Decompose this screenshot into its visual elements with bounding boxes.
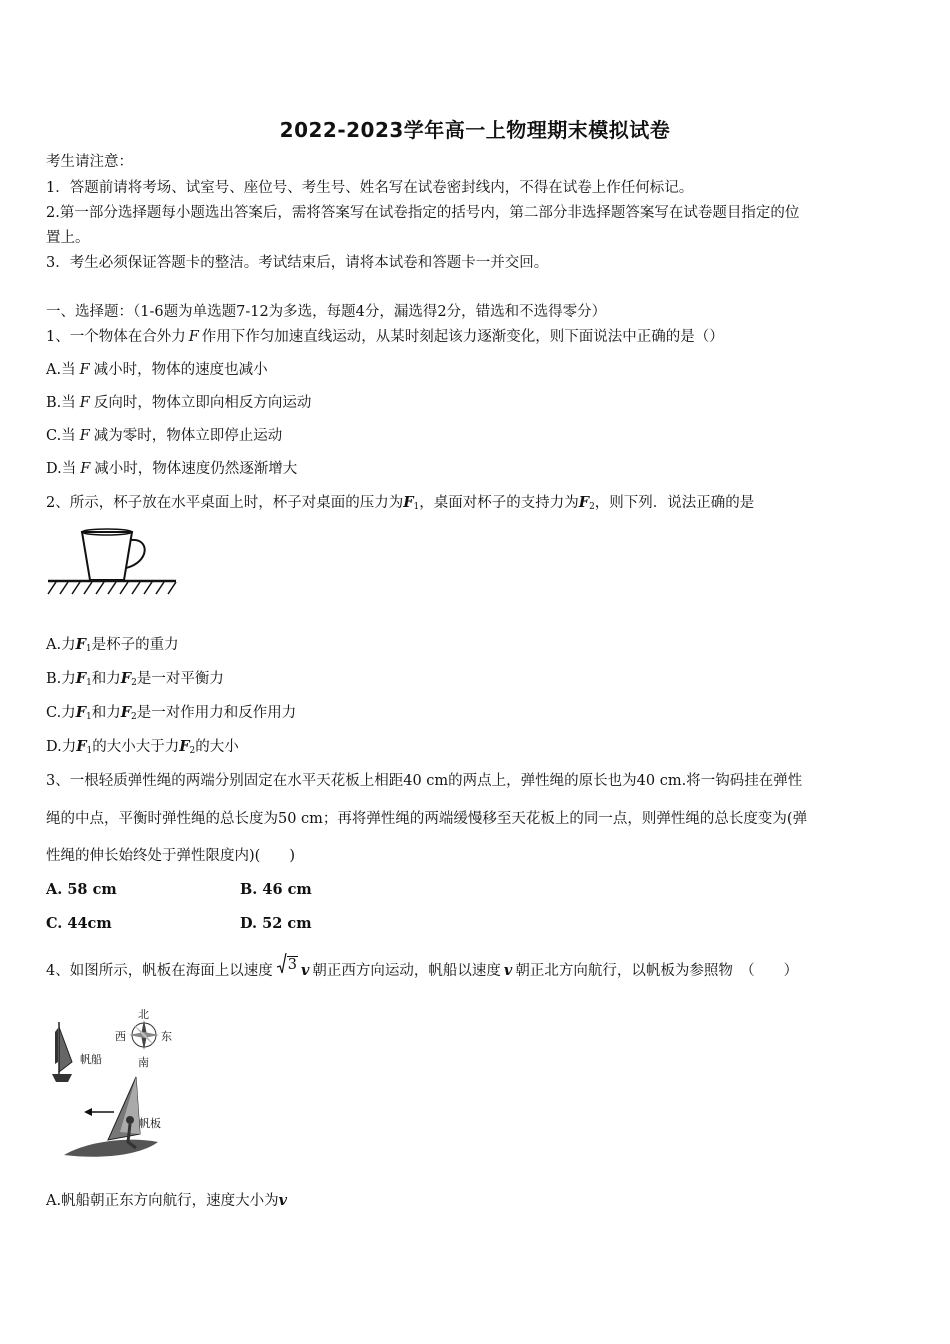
q1-option-a [46, 360, 268, 380]
q2-option-c-sub2: 2 [131, 712, 137, 722]
notice-item-2-cont: 置上。 [46, 230, 90, 246]
q2-option-a-pre: A.力 [46, 637, 76, 653]
q1-option-c-pre: C.当 [46, 428, 76, 444]
q4-stem-a: 4、如图所示，帆板在海面上以速度 [46, 963, 273, 979]
q4-option-a-speed: v [278, 1192, 288, 1209]
q1-option-a-force: F [79, 362, 90, 378]
q2-option-b-mid: 和力 [91, 671, 121, 687]
q1-option-b-post: 反向时，物体立即向相反方向运动 [93, 395, 312, 411]
notice-item-3: 3．考生必须保证答题卡的整洁。考试结束后，请将本试卷和答题卡一并交回。 [46, 255, 549, 271]
q2-f2-symbol: F [578, 494, 590, 511]
q1-option-d-post: 减小时，物体速度仍然逐渐增大 [94, 461, 298, 477]
q3-option-a: A. 58 cm [46, 881, 117, 898]
q1-force-symbol: F [188, 329, 199, 345]
q4-option-a [46, 1191, 287, 1211]
q2-option-d-sub2: 2 [189, 746, 196, 756]
q3-line-1: 3、一根轻质弹性绳的两端分别固定在水平天花板上相距40 cm的两点上，弹性绳的原长也为40 cm.将一钩码挂在弹性 [46, 773, 803, 789]
q1-option-d-force: F [80, 461, 91, 477]
q2-f1-symbol: F [403, 494, 414, 511]
sailboat-windsurfer-figure [46, 1002, 186, 1162]
q4-stem-b: 朝正西方向运动，帆船以速度 [312, 963, 501, 979]
q1-stem [46, 327, 724, 347]
q2-option-d-f1: F [76, 738, 87, 755]
q2-option-d-sub1: 1 [86, 746, 93, 756]
q2-option-c-sub1: 1 [85, 712, 92, 722]
compass-west-label: 西 [115, 1030, 126, 1043]
sailboat-label: 帆船 [80, 1053, 102, 1066]
q2-option-b-sub1: 1 [86, 678, 92, 688]
q2-option-a [46, 635, 179, 659]
q2-option-c-mid: 和力 [91, 705, 121, 721]
q4-option-a-text: A.帆船朝正东方向航行，速度大小为 [46, 1193, 279, 1209]
compass-east-label: 东 [161, 1030, 172, 1043]
q1-option-d [46, 459, 297, 479]
q1-stem-a: 1、一个物体在合外力 [46, 329, 186, 345]
q1-option-c-force: F [79, 428, 90, 444]
sqrt-radicand: 3 [287, 957, 297, 973]
sailboat-icon [52, 1022, 72, 1082]
notice-item-2: 2.第一部分选择题每小题选出答案后，需将答案写在试卷指定的括号内，第二部分非选择题答案写在试卷题目指定的位 [46, 205, 800, 221]
q2-stem-c: ，则下列．说法正确的是 [594, 495, 755, 511]
q2-option-d-mid: 的大小大于力 [92, 739, 180, 755]
q1-option-b-force: F [79, 395, 90, 411]
sqrt-symbol-icon [277, 955, 298, 975]
q2-option-a-post: 是杯子的重力 [91, 637, 179, 653]
q4-speed-symbol-1: v [300, 962, 310, 979]
q1-option-a-post: 减小时，物体的速度也减小 [93, 362, 268, 378]
q1-stem-b: 作用下作匀加速直线运动，从某时刻起该力逐渐变化，则下面说法中正确的是（） [201, 329, 724, 345]
q2-option-a-sub1: 1 [85, 644, 92, 654]
compass-icon [129, 1020, 159, 1050]
q2-option-b-f1: F [75, 670, 87, 687]
q2-stem-b: ，桌面对杯子的支持力为 [419, 495, 579, 511]
q3-line-3: 性绳的伸长始终处于弹性限度内)( ) [46, 848, 295, 864]
q3-option-b: B. 46 cm [240, 881, 312, 898]
q2-option-a-f1: F [75, 636, 86, 653]
q2-stem-a: 2、所示，杯子放在水平桌面上时，杯子对桌面的压力为 [46, 495, 404, 511]
q1-option-a-pre: A.当 [46, 362, 76, 378]
q2-option-d-f2: F [179, 738, 190, 755]
cup-on-table-figure [44, 524, 180, 600]
q2-option-d-post: 的大小 [195, 739, 239, 755]
q2-option-c-f1: F [75, 704, 86, 721]
q3-option-c: C. 44cm [46, 915, 112, 932]
q4-stem [46, 957, 799, 981]
q3-option-d: D. 52 cm [240, 915, 312, 932]
q2-option-b-f2: F [120, 670, 132, 687]
q2-option-b-pre: B.力 [46, 671, 76, 687]
q2-option-d-pre: D.力 [46, 739, 77, 755]
arrow-left-icon [84, 1108, 114, 1116]
q2-option-b-sub2: 2 [131, 678, 137, 688]
q3-line-2: 绳的中点，平衡时弹性绳的总长度为50 cm；再将弹性绳的两端缓慢移至天花板上的同一点，则弹性绳的总长度变为(弹 [46, 811, 808, 827]
q1-option-c [46, 426, 282, 446]
q2-option-d [46, 737, 239, 761]
page-title: 2022-2023学年高一上物理期末模拟试卷 [279, 118, 671, 142]
q2-option-b-post: 是一对平衡力 [136, 671, 224, 687]
q1-option-b [46, 393, 311, 413]
compass-north-label: 北 [138, 1008, 149, 1021]
q2-option-c-post: 是一对作用力和反作用力 [136, 705, 297, 721]
q2-f1-subscript: 1 [413, 502, 420, 512]
compass-south-label: 南 [138, 1056, 149, 1069]
q2-stem [46, 493, 754, 517]
q4-speed-symbol-2: v [503, 962, 513, 979]
notice-item-1: 1．答题前请将考场、试室号、座位号、考生号、姓名写在试卷密封线内，不得在试卷上作任何标记。 [46, 180, 694, 196]
q4-stem-c: 朝正北方向航行，以帆板为参照物 （ ） [515, 963, 799, 979]
windsurfer-label: 帆板 [139, 1117, 161, 1130]
section-heading: 一、选择题：（1-6题为单选题7-12为多选，每题4分，漏选得2分，错选和不选得零分） [46, 304, 607, 320]
q2-f2-subscript: 2 [589, 502, 595, 512]
q2-option-c [46, 703, 296, 727]
q1-option-c-post: 减为零时，物体立即停止运动 [93, 428, 283, 444]
q2-option-b [46, 669, 224, 693]
q1-option-d-pre: D.当 [46, 461, 77, 477]
notice-heading: 考生请注意： [46, 154, 133, 170]
q1-option-b-pre: B.当 [46, 395, 76, 411]
q2-option-c-f2: F [120, 704, 132, 721]
q2-option-c-pre: C.力 [46, 705, 76, 721]
